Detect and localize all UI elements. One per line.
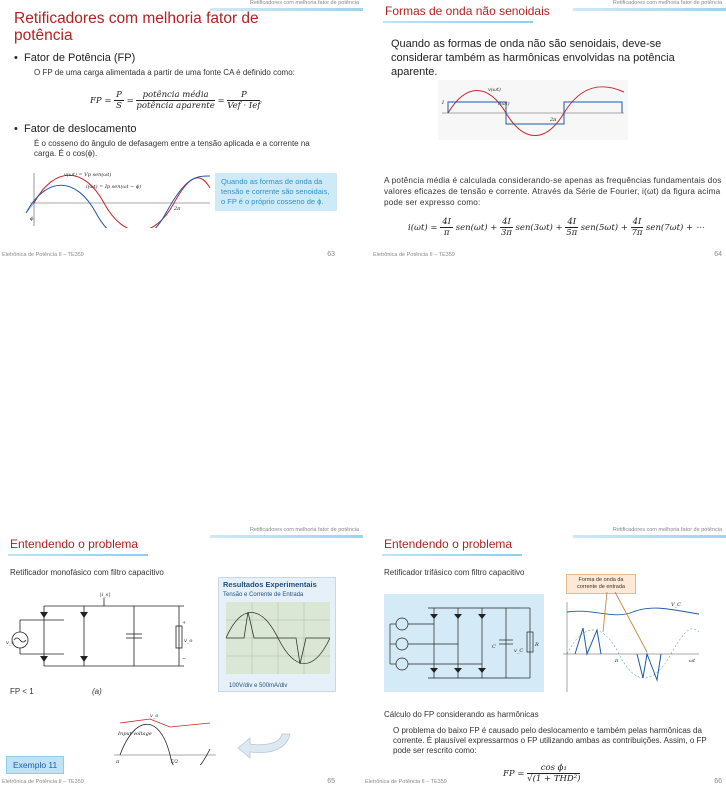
example-badge[interactable]: Exemplo 11 — [6, 756, 64, 774]
slide-title: Entendendo o problema — [10, 537, 139, 551]
exp-scale: 100V/div e 500mA/div — [229, 683, 288, 689]
slide-footer: Eletrônica de Potência II – TE359 — [2, 779, 84, 785]
slide-title: Retificadores com melhoria fator de potência — [14, 10, 259, 44]
slide-64 — [363, 0, 726, 262]
wave-wt-label: ωt — [689, 658, 696, 664]
sine-phase-figure — [24, 168, 214, 228]
mini-t2-label: T/2 — [170, 759, 179, 765]
wave-vc-label: V_C — [671, 602, 681, 608]
three-phase-waveform — [553, 592, 703, 694]
slide-footer: Eletrônica de Potência II – TE359 — [2, 252, 84, 258]
label-vo: v_o — [184, 638, 193, 644]
label-c: C — [492, 644, 496, 650]
bullet-fator-potencia: • Fator de Potência (FP) — [24, 52, 135, 64]
header-line — [573, 535, 726, 538]
fourier-text: A potência média é calculada considerando-se apenas as frequências fundamentais dos valores eficazes de tensão e corrente. Através da Série de Fourier, i(ωt) da figura acima pode ser expresso como: — [384, 176, 722, 207]
label-2pi: 2π — [550, 117, 557, 123]
slide-63 — [0, 0, 363, 262]
experimental-results-panel — [218, 577, 336, 692]
nonsine-intro-text: Quando as formas de onda não são senoidais, deve-se considerar também as harmônicas envolvidas na potência aparente. — [391, 38, 675, 78]
fourier-equation: i(ωt) = $\frac{4I}{\pi}$ sen(ωt) + $\frac{4I}{3\pi}$ sen(3ωt) + $\frac{4I}{5\pi}$ sen(5ωt) + $\frac{4I}{7\pi}$ sen(7ωt) + ⋯ — [408, 217, 705, 238]
label-I: I — [442, 100, 444, 106]
slide-title: Formas de onda não senoidais — [385, 4, 550, 18]
page-number: 64 — [714, 251, 722, 258]
label-v: v(ωt) = Vp sen(ωt) — [64, 172, 112, 178]
title-line — [383, 21, 533, 23]
fp-definition-text: O FP de uma carga alimentada a partir de uma fonte CA é definido como: — [34, 68, 295, 77]
header-line — [210, 535, 363, 538]
label-2pi: 2π — [174, 206, 181, 212]
page-number: 66 — [714, 778, 722, 785]
slide-header: Retificadores com melhoria fator de potência — [249, 527, 359, 533]
arrow-icon — [236, 732, 296, 762]
rectifier-waveform-mini — [110, 709, 220, 765]
mini-vo-label: v_o — [150, 713, 159, 719]
slide-65 — [0, 527, 363, 789]
label-i: i(ωt) — [498, 101, 510, 107]
harmonics-heading: Cálculo do FP considerando as harmônicas — [384, 710, 539, 719]
schematic-caption: (a) — [92, 687, 102, 696]
label-vs: v_s — [6, 640, 14, 646]
label-phi: ϕ — [30, 216, 34, 222]
slide-header: Retificadores com melhoria fator de potência — [612, 527, 722, 533]
exp-title: Resultados Experimentais — [223, 580, 317, 589]
header-line — [573, 8, 726, 11]
trifasico-text: Retificador trifásico com filtro capacitivo — [384, 568, 525, 577]
slide-header: Retificadores com melhoria fator de potência — [249, 0, 359, 6]
bullet-fator-deslocamento: • Fator de deslocamento — [24, 123, 137, 135]
label-r: R — [535, 642, 539, 648]
fp-thd-equation: FP = $\frac{\text{cos ϕ₁}}{\text{√(1 + THD²)}}$ — [503, 763, 581, 784]
slide-footer: Eletrônica de Potência II – TE359 — [373, 252, 455, 258]
title-line — [382, 554, 522, 556]
exp-subtitle: Tensão e Corrente de Entrada — [223, 592, 304, 598]
label-v: v(ωt) — [488, 87, 501, 93]
page-number: 65 — [327, 778, 335, 785]
slide-header: Retificadores com melhoria fator de potência — [612, 0, 722, 6]
mini-pi-label: π — [116, 759, 120, 765]
slide-66 — [363, 527, 726, 789]
page-number: 63 — [327, 251, 335, 258]
label-i: i(ωt) = Ip sen(ωt − ϕ) — [86, 184, 142, 190]
three-phase-rectifier-schematic — [384, 594, 544, 692]
slide-footer: Eletrônica de Potência II – TE359 — [365, 779, 447, 785]
current-waveform-callout: Forma de onda da corrente de entrada — [566, 574, 636, 594]
deslocamento-text: É o cosseno do ângulo de defasagem entre a tensão aplicada e a corrente na carga. É o cos(ϕ). — [34, 139, 310, 158]
slide-title: Entendendo o problema — [384, 537, 513, 551]
label-is: |i_s| — [100, 592, 111, 598]
sine-note-box: Quando as formas de onda da tensão e corrente são senoidais, o FP é o próprio cosseno de ϕ. — [215, 173, 337, 211]
harmonics-text: O problema do baixo FP é causado pelo deslocamento e também pelas harmônicas da corrente. É plausível expressarmos o FP utilizando ambas as contribuições. Assim, o FP pode ser rescrito como: — [393, 726, 707, 755]
title-line — [8, 554, 148, 556]
label-vc: v_C — [514, 648, 524, 654]
monofasico-text: Retificador monofásico com filtro capacitivo — [10, 568, 164, 577]
label-plus: + — [182, 620, 187, 626]
label-minus: − — [182, 656, 187, 662]
fp-less-than-one: FP < 1 — [10, 687, 34, 696]
fp-equation: FP = $\frac{P}{S}$ = $\frac{\text{potência média}}{\text{potência aparente}}$ = $\frac{P}{\text{Vef · Ief}}$ — [90, 90, 261, 111]
single-phase-rectifier-schematic — [4, 584, 194, 674]
square-wave-figure — [438, 80, 628, 140]
mini-input-label: Input voltage — [118, 731, 152, 737]
wave-pi-label: π — [615, 658, 619, 664]
